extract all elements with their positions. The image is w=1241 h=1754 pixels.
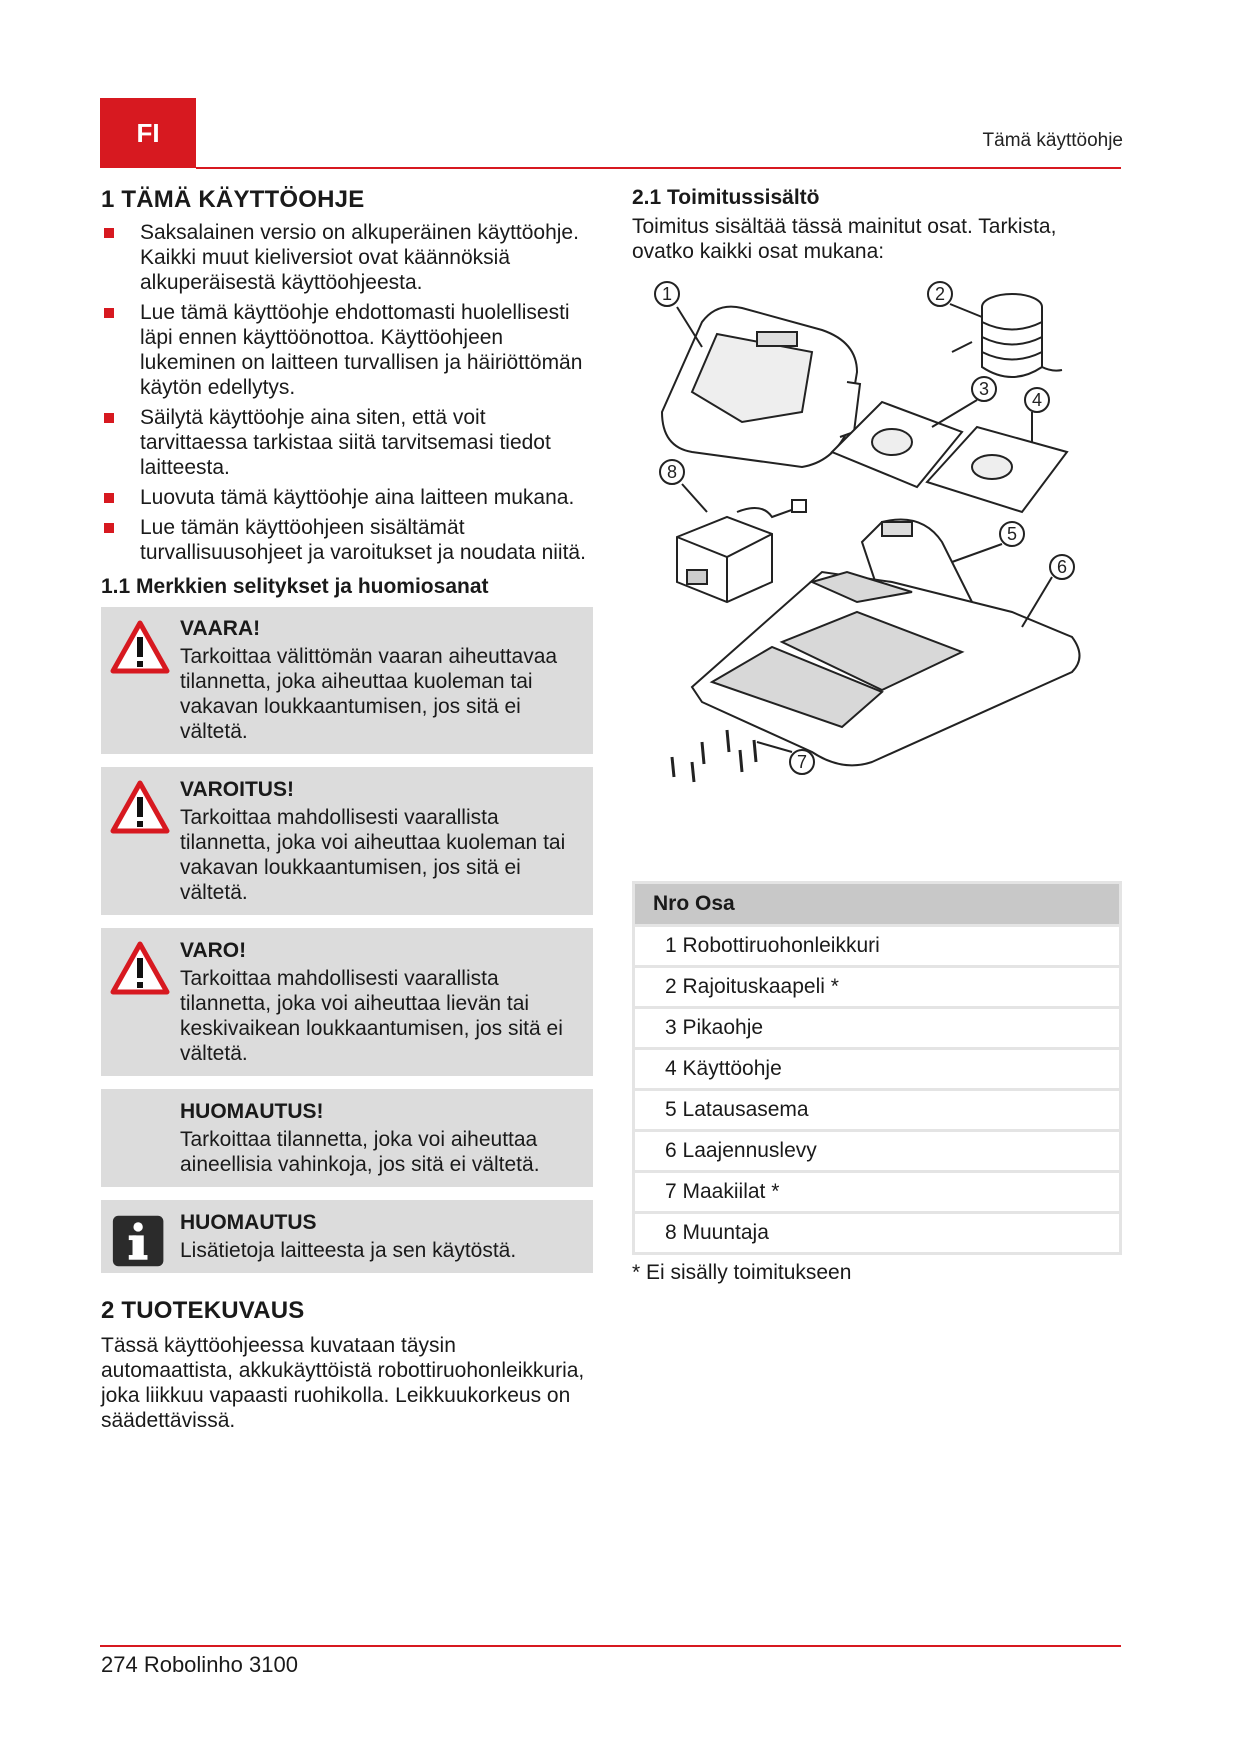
table-row: [634, 1049, 1121, 1090]
notice-title: VARO!: [180, 939, 247, 962]
table-header-row: [634, 883, 1121, 926]
list-item: [101, 405, 593, 480]
table-cell: 2 Rajoituskaapeli *: [634, 967, 1121, 1008]
notice-text: Tarkoittaa välittömän vaaran aiheuttavaa tilannetta, joka aiheuttaa kuoleman tai vakavan loukkaantumisen, jos sitä ei vältetä.: [180, 645, 558, 743]
callout-4: [1025, 388, 1049, 442]
page-footer: 274 Robolinho 3100: [101, 1652, 298, 1677]
right-column: [632, 186, 1122, 1285]
section-2-1-heading: 2.1 Toimitussisältö: [632, 186, 820, 209]
table-cell: 4 Käyttöohje: [634, 1049, 1121, 1090]
svg-text:3: 3: [979, 379, 990, 399]
callout-3: [932, 377, 996, 427]
section-2-paragraph: Tässä käyttöohjeessa kuvataan täysin automaattista, akkukäyttöistä robottiruohonleikkuria, joka liikkuu vapaasti ruohikolla. Leikkuukorkeus on säädettävissä.: [101, 1334, 585, 1432]
svg-text:2: 2: [935, 284, 946, 304]
table-cell: 8 Muuntaja: [634, 1213, 1121, 1254]
table-row: [634, 1131, 1121, 1172]
notice-text: Tarkoittaa tilannetta, joka voi aiheuttaa aineellisia vahinkoja, jos sitä ei vältetä.: [180, 1128, 540, 1176]
language-tab: FI: [100, 98, 196, 168]
running-header: Tämä käyttöohje: [982, 130, 1123, 151]
svg-text:8: 8: [667, 462, 678, 482]
notice-property-damage: [101, 1089, 593, 1187]
section-1-heading: 1 TÄMÄ KÄYTTÖOHJE: [101, 186, 365, 213]
notice-title: HUOMAUTUS: [180, 1211, 317, 1234]
notice-caution: [101, 928, 593, 1076]
table-footnote: * Ei sisälly toimitukseen: [632, 1261, 852, 1284]
bullet-square-icon: [104, 493, 114, 503]
callout-2: [928, 282, 982, 317]
callout-1: [655, 282, 702, 347]
section-1-1-heading: 1.1 Merkkien selitykset ja huomiosanat: [101, 575, 489, 598]
table-row: [634, 1090, 1121, 1131]
bullet-square-icon: [104, 228, 114, 238]
section-1-bullet-list: [101, 220, 593, 565]
section-2-heading: 2 TUOTEKUVAUS: [101, 1297, 305, 1324]
warning-triangle-icon: [109, 619, 171, 677]
table-cell: 6 Laajennuslevy: [634, 1131, 1121, 1172]
warning-triangle-icon: [109, 779, 171, 837]
notice-info: [101, 1200, 593, 1273]
delivery-contents-illustration: [632, 272, 1122, 852]
table-cell: 1 Robottiruohonleikkuri: [634, 926, 1121, 967]
table-row: [634, 1008, 1121, 1049]
list-item: [101, 485, 593, 510]
table-row: [634, 926, 1121, 967]
callout-6: [1022, 555, 1074, 627]
list-item: [101, 300, 593, 400]
svg-text:7: 7: [797, 752, 808, 772]
extension-plate-drawing: [692, 572, 1080, 765]
left-column: [101, 186, 593, 1433]
notice-title: HUOMAUTUS!: [180, 1100, 324, 1123]
transformer-drawing: [677, 500, 806, 602]
bullet-square-icon: [104, 308, 114, 318]
notice-title: VAROITUS!: [180, 778, 294, 801]
list-item-text: Säilytä käyttöohje aina siten, että voit tarvittaessa tarkistaa siitä tarvitsemasi tiedot laitteesta.: [140, 406, 551, 479]
table-cell: 7 Maakiilat *: [634, 1172, 1121, 1213]
list-item: [101, 515, 593, 565]
table-cell: 5 Latausasema: [634, 1090, 1121, 1131]
callout-8: [660, 460, 707, 512]
notice-warning: [101, 767, 593, 915]
svg-text:4: 4: [1032, 390, 1043, 410]
header-divider: [196, 167, 1121, 169]
list-item-text: Saksalainen versio on alkuperäinen käyttöohje. Kaikki muut kieliversiot ovat käännöksiä alkuperäisestä käyttöohjeesta.: [140, 221, 579, 294]
table-row: [634, 967, 1121, 1008]
section-2-1-intro: Toimitus sisältää tässä mainitut osat. Tarkista, ovatko kaikki osat mukana:: [632, 215, 1057, 263]
table-row: [634, 1213, 1121, 1254]
bullet-square-icon: [104, 523, 114, 533]
boundary-cable-drawing: [952, 294, 1062, 377]
parts-table: [632, 881, 1122, 1255]
notice-text: Lisätietoja laitteesta ja sen käytöstä.: [180, 1239, 517, 1262]
ground-pegs-drawing: [672, 730, 756, 782]
warning-triangle-icon: [109, 940, 171, 998]
table-row: [634, 1172, 1121, 1213]
svg-text:6: 6: [1057, 557, 1068, 577]
bullet-square-icon: [104, 413, 114, 423]
svg-text:1: 1: [662, 284, 673, 304]
list-item-text: Lue tämä käyttöohje ehdottomasti huolellisesti läpi ennen käyttöönottoa. Käyttöohjeen lukeminen on laitteen turvallisen ja häiriöttömän käytön edellytys.: [140, 301, 583, 399]
notice-danger: [101, 607, 593, 754]
list-item-text: Luovuta tämä käyttöohje aina laitteen mukana.: [140, 486, 575, 509]
table-header: Nro Osa: [634, 883, 1121, 926]
list-item: [101, 220, 593, 295]
notice-title: VAARA!: [180, 617, 261, 640]
svg-text:5: 5: [1007, 524, 1018, 544]
table-cell: 3 Pikaohje: [634, 1008, 1121, 1049]
callout-5: [952, 522, 1024, 562]
notice-text: Tarkoittaa mahdollisesti vaarallista tilannetta, joka voi aiheuttaa kuoleman tai vakavan loukkaantumisen, jos sitä ei vältetä.: [180, 806, 566, 904]
notice-text: Tarkoittaa mahdollisesti vaarallista tilannetta, joka voi aiheuttaa lievän tai keskivaikean loukkaantumisen, jos sitä ei vältetä.: [180, 967, 563, 1065]
info-icon: [111, 1212, 169, 1270]
footer-divider: [100, 1645, 1121, 1647]
list-item-text: Lue tämän käyttöohjeen sisältämät turvallisuusohjeet ja varoitukset ja noudata niitä.: [140, 516, 586, 564]
